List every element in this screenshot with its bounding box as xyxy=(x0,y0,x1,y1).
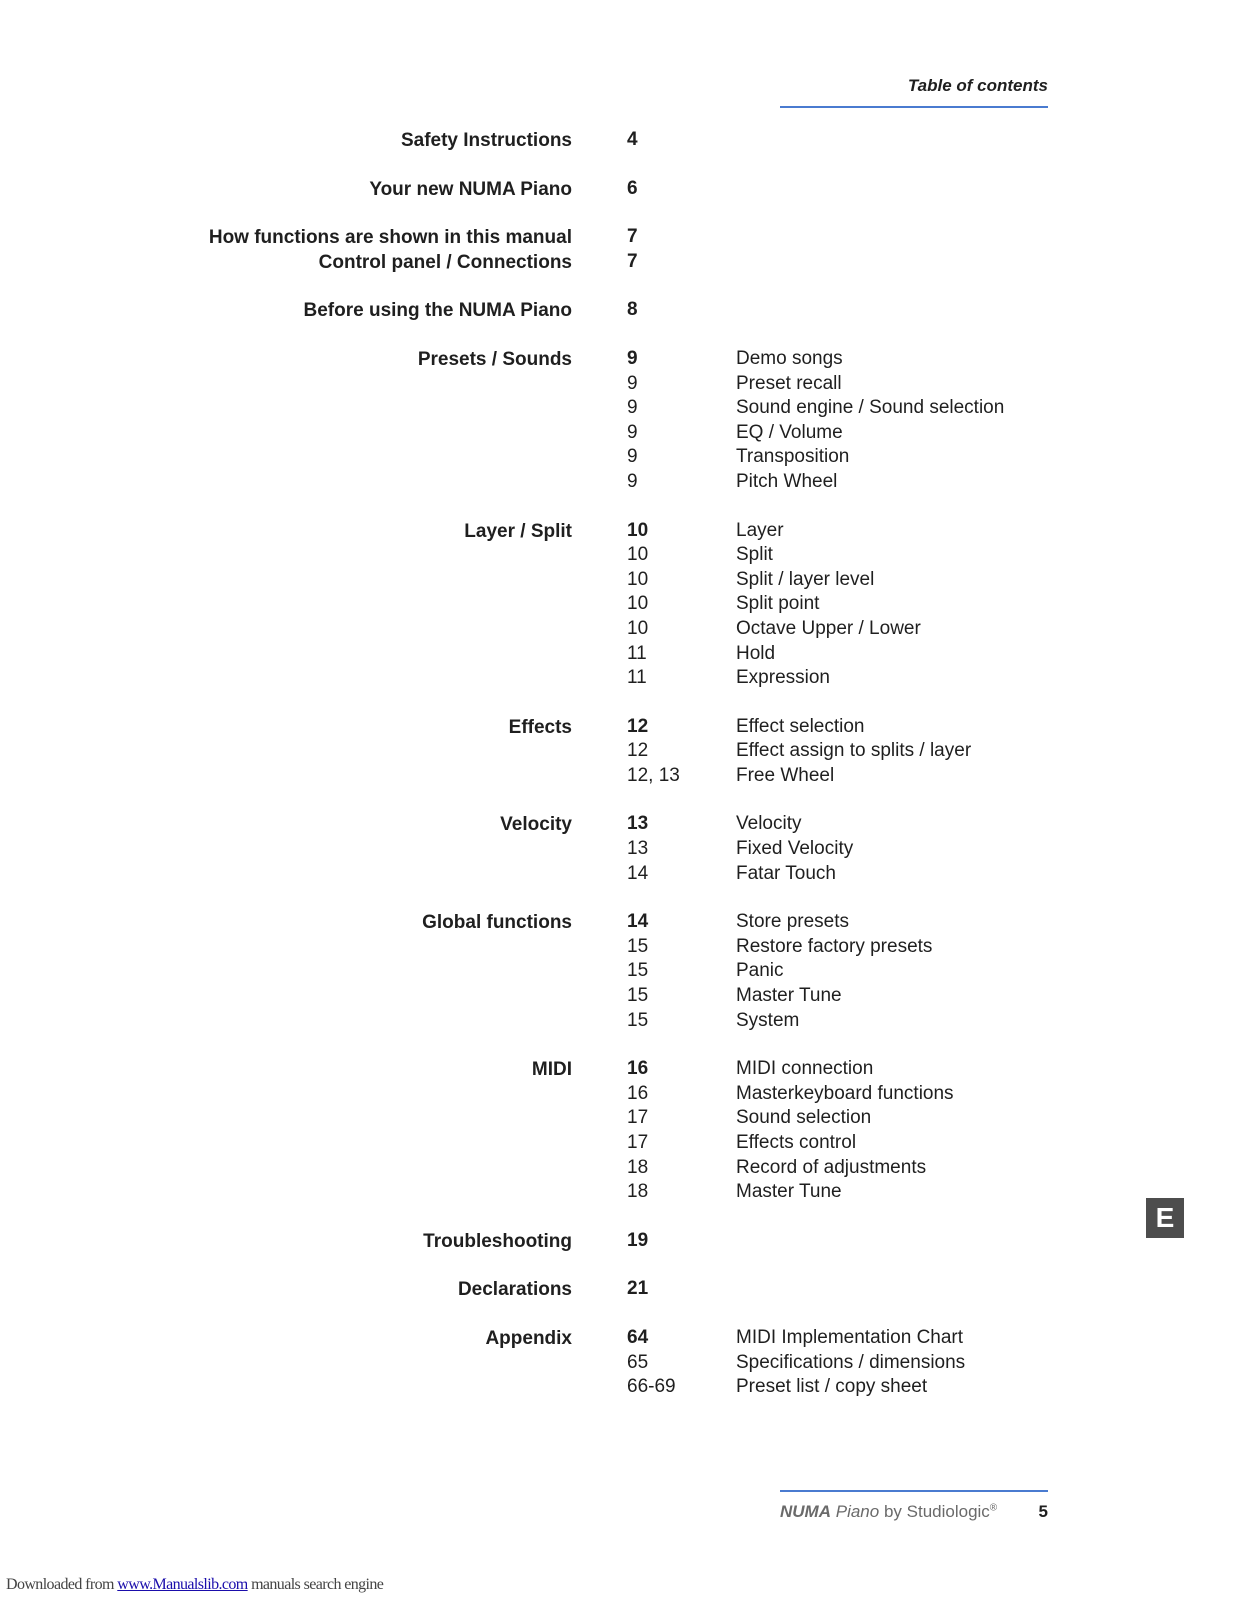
toc-page-number: 17 xyxy=(627,1132,649,1153)
toc-row xyxy=(0,642,1237,667)
toc-topic: Transposition xyxy=(736,446,850,468)
page-header-title: Table of contents xyxy=(907,76,1048,95)
toc-row xyxy=(0,470,1237,495)
toc-page-number: 9 xyxy=(627,397,638,419)
toc-heading: Control panel / Connections xyxy=(318,251,572,273)
toc-row xyxy=(0,617,1237,642)
toc-topic: Pitch Wheel xyxy=(736,470,838,492)
toc-topic: Store presets xyxy=(736,911,849,933)
toc-page-number: 11 xyxy=(627,642,647,664)
toc-page-number: 17 xyxy=(627,1107,649,1129)
toc-section xyxy=(0,1277,1237,1302)
toc-page-number: 15 xyxy=(627,960,649,982)
toc-page-number: 9 xyxy=(627,372,638,394)
toc-page-number: 19 xyxy=(627,1229,649,1251)
toc-topic: Master Tune xyxy=(736,985,842,1007)
toc-page-number: 8 xyxy=(627,299,638,321)
toc-page-number: 12 xyxy=(627,740,649,762)
toc-section xyxy=(0,715,1237,789)
toc-page-number: 18 xyxy=(627,1181,649,1203)
manualslib-link[interactable]: www.Manualslib.com xyxy=(117,1576,248,1593)
toc-page-number: 14 xyxy=(627,911,649,933)
toc-page-number: 64 xyxy=(627,1326,649,1348)
toc-topic: Sound engine / Sound selection xyxy=(736,397,1005,419)
toc-page-number: 10 xyxy=(627,519,649,541)
toc-page-number: 12 xyxy=(627,715,649,737)
toc-row xyxy=(0,739,1237,764)
toc-topic: EQ / Volume xyxy=(736,421,843,443)
toc-topic: Master Tune xyxy=(736,1181,842,1203)
footer-brand-italic: Piano xyxy=(835,1502,880,1521)
toc-section xyxy=(0,347,1237,495)
toc-row xyxy=(0,1106,1237,1131)
toc-row xyxy=(0,1180,1237,1205)
toc-topic: Panic xyxy=(736,960,784,982)
toc-page-number: 16 xyxy=(627,1058,649,1080)
toc-page-number: 10 xyxy=(627,593,649,615)
toc-heading: Declarations xyxy=(457,1279,572,1301)
footer-brand-rest: by Studiologic xyxy=(883,1502,990,1521)
toc-row xyxy=(0,1277,1237,1302)
toc-page-number: 6 xyxy=(627,177,638,199)
toc-heading: Your new NUMA Piano xyxy=(369,178,572,200)
toc-row xyxy=(0,592,1237,617)
toc-page-number: 15 xyxy=(627,985,649,1007)
toc-topic: Demo songs xyxy=(736,347,843,369)
toc-page-number: 9 xyxy=(627,421,638,443)
toc-topic: Split / layer level xyxy=(736,568,875,590)
toc-row xyxy=(0,1326,1237,1351)
toc-topic: Velocity xyxy=(736,813,802,835)
header-rule xyxy=(780,106,1048,108)
toc-page-number: 14 xyxy=(627,862,649,884)
toc-section xyxy=(0,225,1237,274)
toc-topic: MIDI connection xyxy=(736,1058,874,1080)
toc-row xyxy=(0,543,1237,568)
toc-section xyxy=(0,519,1237,691)
toc-section xyxy=(0,1326,1237,1400)
toc-topic: Specifications / dimensions xyxy=(736,1351,966,1373)
toc-topic: Preset recall xyxy=(736,372,842,394)
toc-section xyxy=(0,1057,1237,1205)
toc-topic: Preset list / copy sheet xyxy=(736,1376,928,1398)
download-suffix: manuals search engine xyxy=(251,1576,384,1593)
toc-page-number: 21 xyxy=(627,1278,649,1300)
toc-page-number: 10 xyxy=(627,544,649,566)
toc-topic: System xyxy=(736,1009,800,1031)
table-of-contents xyxy=(0,128,1237,1424)
toc-heading: Before using the NUMA Piano xyxy=(303,300,572,322)
toc-page-number: 65 xyxy=(627,1351,649,1373)
download-prefix: Downloaded from xyxy=(6,1576,114,1593)
toc-row xyxy=(0,372,1237,397)
toc-page-number: 13 xyxy=(627,813,649,835)
toc-page-number: 15 xyxy=(627,1009,649,1031)
toc-row xyxy=(0,837,1237,862)
toc-row xyxy=(0,715,1237,740)
toc-row xyxy=(0,250,1237,275)
toc-topic: Fatar Touch xyxy=(736,862,836,884)
footer-rule xyxy=(780,1490,1048,1492)
toc-page-number: 10 xyxy=(627,568,649,590)
toc-page-number: 66-69 xyxy=(627,1376,676,1398)
toc-topic: Masterkeyboard functions xyxy=(736,1082,954,1104)
toc-topic: Layer xyxy=(736,519,784,541)
toc-row xyxy=(0,568,1237,593)
toc-page-number: 18 xyxy=(627,1156,649,1178)
toc-row xyxy=(0,347,1237,372)
toc-row xyxy=(0,959,1237,984)
toc-page-number: 9 xyxy=(627,470,638,492)
toc-section xyxy=(0,298,1237,323)
toc-topic: Octave Upper / Lower xyxy=(736,617,921,639)
toc-heading: How functions are shown in this manual xyxy=(208,227,572,249)
toc-topic: Record of adjustments xyxy=(736,1156,927,1178)
toc-topic: Expression xyxy=(736,667,830,689)
toc-row xyxy=(0,445,1237,470)
toc-topic: Sound selection xyxy=(736,1107,872,1129)
toc-topic: MIDI Implementation Chart xyxy=(736,1326,964,1348)
footer-brand xyxy=(780,1502,997,1522)
toc-page-number: 12, 13 xyxy=(627,764,680,786)
toc-topic: Split point xyxy=(736,593,820,615)
toc-topic: Restore factory presets xyxy=(736,935,933,957)
toc-page-number: 7 xyxy=(627,250,638,272)
toc-row xyxy=(0,910,1237,935)
toc-topic: Free Wheel xyxy=(736,764,835,786)
toc-row xyxy=(0,1229,1237,1254)
toc-heading: Appendix xyxy=(485,1327,572,1349)
toc-page-number: 7 xyxy=(627,226,638,248)
toc-topic: Hold xyxy=(736,642,776,664)
toc-row xyxy=(0,1156,1237,1181)
toc-row xyxy=(0,1082,1237,1107)
toc-row xyxy=(0,519,1237,544)
toc-heading: Safety Instructions xyxy=(400,130,572,151)
toc-topic: Effects control xyxy=(736,1132,857,1153)
toc-row xyxy=(0,862,1237,887)
toc-heading: Velocity xyxy=(500,814,572,836)
toc-section xyxy=(0,812,1237,886)
toc-heading: Troubleshooting xyxy=(423,1230,572,1252)
toc-topic: Effect selection xyxy=(736,715,865,737)
toc-topic: Fixed Velocity xyxy=(736,838,854,860)
toc-page-number: 13 xyxy=(627,838,649,860)
toc-page-number: 11 xyxy=(627,667,647,689)
page-footer xyxy=(780,1502,1048,1526)
toc-heading: Presets / Sounds xyxy=(417,348,572,370)
toc-page-number: 9 xyxy=(627,446,638,468)
toc-topic: Effect assign to splits / layer xyxy=(736,740,972,762)
toc-page-number: 10 xyxy=(627,617,649,639)
toc-row xyxy=(0,1009,1237,1034)
toc-page-number: 16 xyxy=(627,1082,649,1104)
toc-row xyxy=(0,396,1237,421)
toc-row xyxy=(0,128,1237,153)
toc-row xyxy=(0,812,1237,837)
language-tab-marker: E xyxy=(1146,1198,1184,1238)
toc-row xyxy=(0,1351,1237,1376)
toc-row xyxy=(0,421,1237,446)
toc-page-number: 15 xyxy=(627,935,649,957)
toc-row xyxy=(0,764,1237,789)
toc-row xyxy=(0,984,1237,1009)
toc-heading: MIDI xyxy=(531,1059,572,1081)
toc-page-number: 4 xyxy=(627,129,638,150)
toc-section xyxy=(0,1229,1237,1254)
toc-heading: Global functions xyxy=(422,912,572,934)
toc-page-number: 9 xyxy=(627,347,638,369)
toc-topic: Split xyxy=(736,544,773,566)
toc-row xyxy=(0,1375,1237,1400)
footer-brand-bold: NUMA xyxy=(780,1502,831,1521)
toc-row xyxy=(0,298,1237,323)
toc-section xyxy=(0,910,1237,1033)
toc-row xyxy=(0,1057,1237,1082)
footer-registered-mark: ® xyxy=(989,1502,998,1514)
toc-row xyxy=(0,177,1237,202)
footer-page-number: 5 xyxy=(1038,1502,1048,1521)
toc-row xyxy=(0,225,1237,250)
toc-section xyxy=(0,177,1237,202)
toc-row xyxy=(0,935,1237,960)
toc-heading: Layer / Split xyxy=(464,520,572,542)
toc-row xyxy=(0,1131,1237,1156)
download-notice xyxy=(6,1576,383,1594)
toc-row xyxy=(0,666,1237,691)
toc-heading: Effects xyxy=(508,716,572,738)
toc-section xyxy=(0,128,1237,153)
